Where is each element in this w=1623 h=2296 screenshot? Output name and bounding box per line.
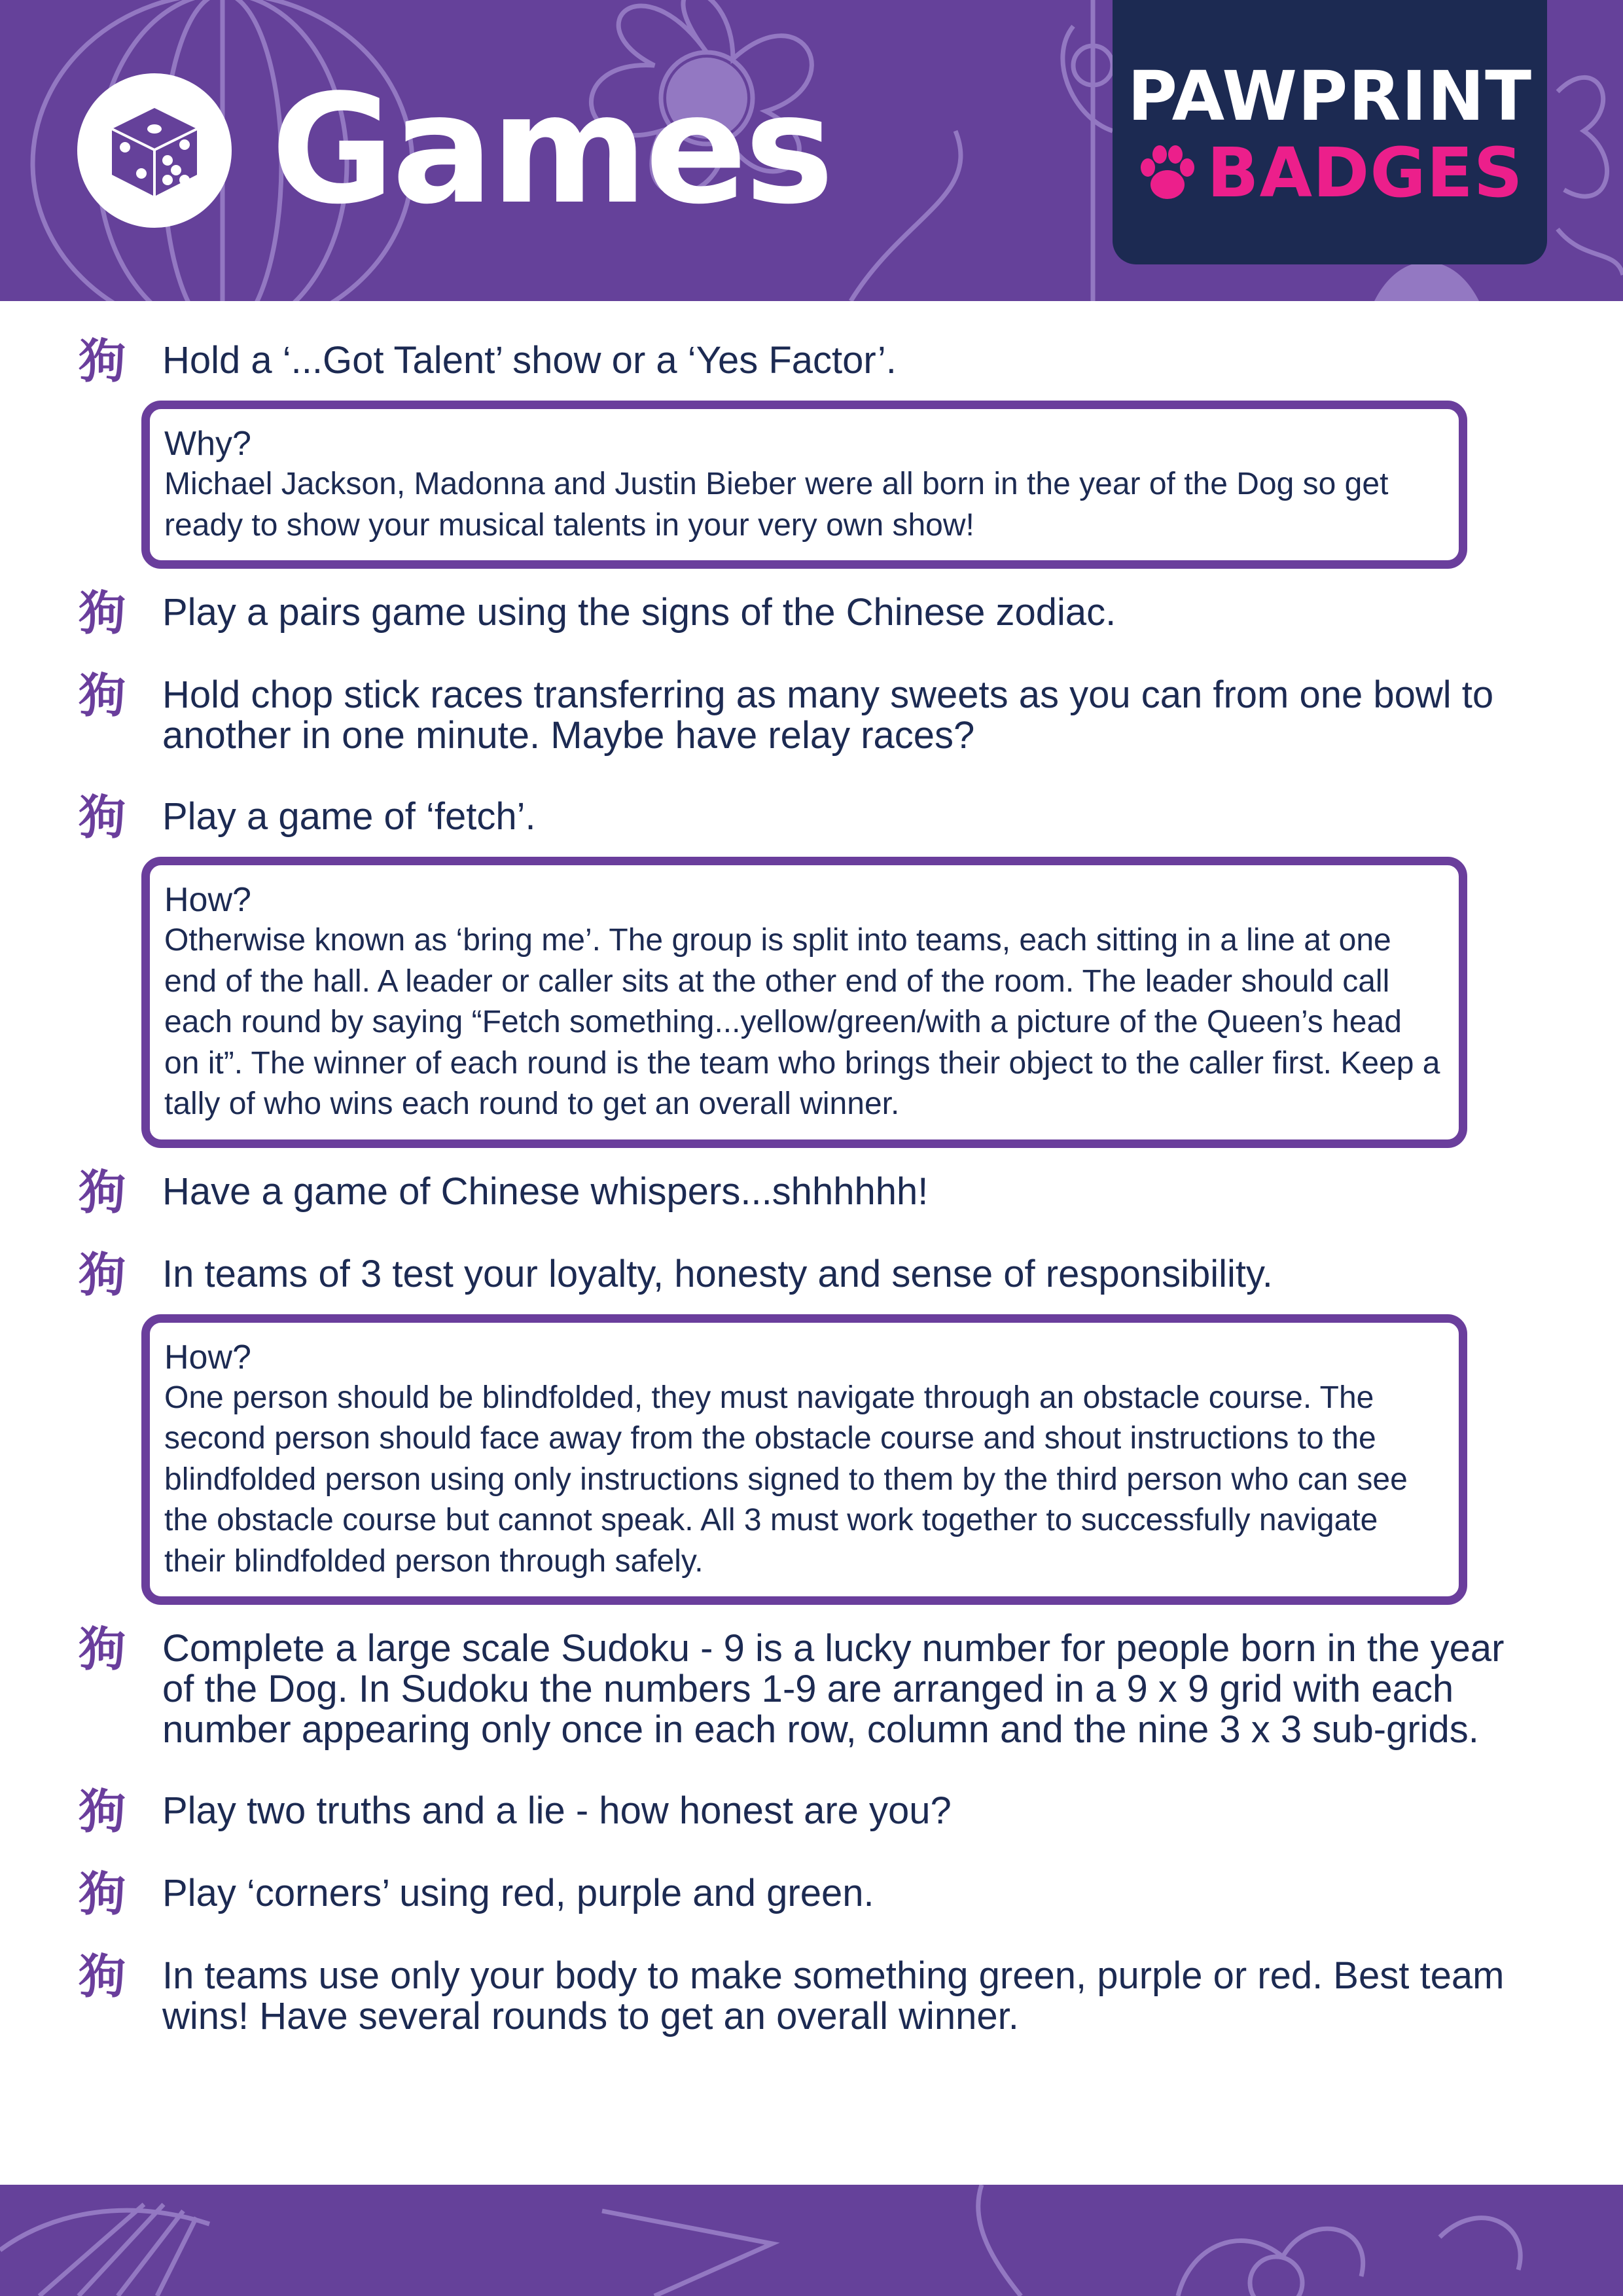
page-title: Games	[271, 63, 832, 238]
dog-character-bullet: 狗	[79, 585, 126, 641]
item-text: Hold chop stick races transferring as many sweets as you can from one bowl to another in one minute. Maybe have relay races?	[162, 673, 1494, 757]
item-text: Play ‘corners’ using red, purple and green.	[162, 1872, 874, 1914]
dog-character-bullet: 狗	[79, 1784, 126, 1839]
brand-name-row	[1113, 133, 1547, 213]
info-box-heading: How?	[164, 881, 251, 919]
list-item	[79, 1948, 1544, 2037]
dog-character-bullet: 狗	[79, 333, 126, 389]
brand-name-line2: BADGES	[1207, 133, 1524, 213]
title-group	[77, 59, 832, 242]
info-box-body: Michael Jackson, Madonna and Justin Bieber were all born in the year of the Dog so get ready to show your musical talents in your very own show!	[164, 467, 1389, 543]
dog-character-bullet: 狗	[79, 1866, 126, 1922]
paw-icon	[1136, 141, 1199, 204]
info-box-body: Otherwise known as ‘bring me’. The group is split into teams, each sitting in a line at one end of the hall. A leader or caller sits at the other end of the room. The leader should call each round by saying “Fetch something...yellow/green/with a picture of the Queen’s head on it”. The winner of each round is the team who brings their object to the caller first. Keep a tally of who wins each round to get an overall winner.	[164, 923, 1440, 1121]
info-box	[141, 857, 1467, 1148]
dog-character-bullet: 狗	[79, 668, 126, 723]
info-box-body: One person should be blindfolded, they must navigate through an obstacle course. The second person should face away from the obstacle course and shout instructions to the blindfolded person using only instructions signed to them by the third person who can see the obstacle course but cannot speak. All 3 must work together to successfully navigate their blindfolded person through safely.	[164, 1380, 1408, 1579]
item-text: Play a game of ‘fetch’.	[162, 795, 536, 838]
info-box-heading: Why?	[164, 425, 251, 463]
list-item	[79, 789, 1544, 845]
brand-logo	[1113, 0, 1547, 264]
dice-icon	[77, 73, 232, 228]
brand-name-line1: PAWPRINT	[1127, 56, 1533, 136]
item-text: Complete a large scale Sudoku - 9 is a lucky number for people born in the year of the Dog. In Sudoku the numbers 1-9 are arranged in a 9 x 9 grid with each number appearing only once in each row, column and the nine 3 x 3 sub-grids.	[162, 1627, 1505, 1751]
fan-lantern-pattern	[0, 2185, 1623, 2296]
item-text: Hold a ‘...Got Talent’ show or a ‘Yes Factor’.	[162, 339, 897, 382]
footer-banner	[0, 2185, 1623, 2296]
item-text: Play a pairs game using the signs of the Chinese zodiac.	[162, 591, 1116, 634]
info-box	[141, 401, 1467, 569]
dog-character-bullet: 狗	[79, 789, 126, 845]
dog-character-bullet: 狗	[79, 1246, 126, 1302]
info-box-heading: How?	[164, 1338, 251, 1376]
dog-character-bullet: 狗	[79, 1164, 126, 1220]
item-text: In teams use only your body to make something green, purple or red. Best team wins! Have several rounds to get an overall winner.	[162, 1954, 1505, 2037]
header-banner	[0, 0, 1623, 301]
list-item	[79, 1621, 1544, 1751]
list-item	[79, 333, 1544, 389]
list-item	[79, 1246, 1544, 1302]
list-item	[79, 1784, 1544, 1839]
dog-character-bullet: 狗	[79, 1948, 126, 2004]
item-text: Have a game of Chinese whispers...shhhhhh!	[162, 1170, 929, 1213]
list-item	[79, 668, 1544, 757]
dog-character-bullet: 狗	[79, 1621, 126, 1677]
activity-list	[79, 333, 1544, 2037]
list-item	[79, 1866, 1544, 1922]
item-text: Play two truths and a lie - how honest are you?	[162, 1789, 952, 1832]
list-item	[79, 585, 1544, 641]
list-item	[79, 1164, 1544, 1220]
item-text: In teams of 3 test your loyalty, honesty and sense of responsibility.	[162, 1252, 1273, 1295]
info-box	[141, 1314, 1467, 1605]
